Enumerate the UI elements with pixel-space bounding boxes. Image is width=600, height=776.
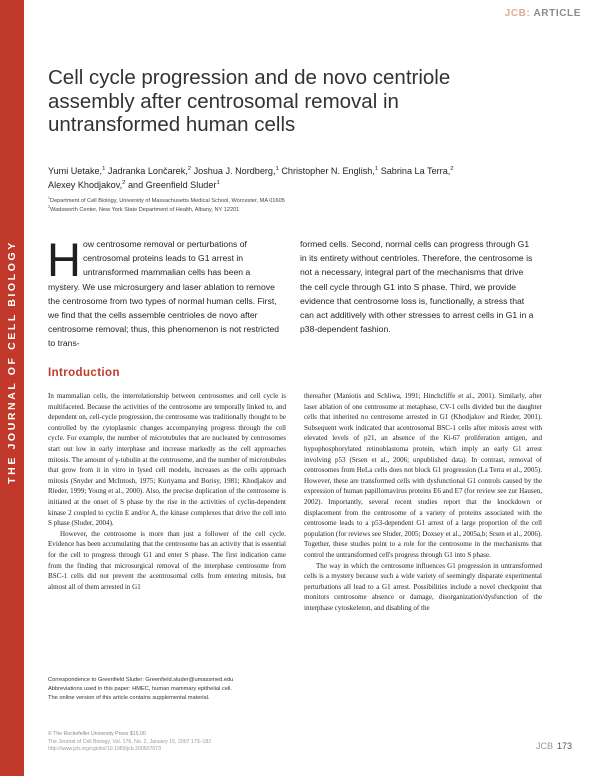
body-column-right <box>304 391 542 613</box>
paragraph: However, the centrosome is more than just a follower of the cell cycle. Evidence has been accumulating that the centrosome has an activity that is essential for the cell to progress through G1 and enter S phase. The first indication came from the finding that microsurgical removal of the interphase centrosome from BSC-1 cells did not prevent the acentrosomal cells from entering mitosis, but almost all of them arrested in G1 <box>48 529 286 591</box>
affiliations <box>48 197 568 215</box>
abstract-column-2: formed cells. Second, normal cells can progress through G1 in its entirety without centrioles. Therefore, the centrosome is not a necessary, integral part of the mechanisms that drive the cell cycle through G1 into S phase. Third, we provide evidence that centrosome loss is, functionally, a stress that can act additively with other stresses to arrest cells in G1 in a p38-dependent fashion. <box>300 239 534 335</box>
author: and Greenfield Sluder$^1$ <box>127 179 220 190</box>
journal-sidebar <box>0 0 24 776</box>
section-heading-introduction: Introduction <box>48 367 120 379</box>
abstract-column-1 <box>47 233 282 351</box>
paragraph: The way in which the centrosome influences G1 progression in untransformed cells is a mystery because such a wide variety of seemingly disparate experimental perturbations all lead to a G1 arrest. Possibilities include a novel checkpoint that monitors centrosome absence or damage, disorganization/dysfunction of the interphase cytoskeleton, and disabling of the <box>304 561 542 612</box>
affiliation: $^2$Wadsworth Center, New York State Department of Health, Albany, NY 12201 <box>48 205 240 213</box>
page-number <box>536 741 572 751</box>
footnotes <box>48 676 284 702</box>
header-journal-abbr: JCB: <box>504 8 531 19</box>
header-section-label: ARTICLE <box>533 8 581 19</box>
page-header <box>505 8 581 19</box>
author-list <box>48 165 568 192</box>
doi-link[interactable]: http://www.jcb.org/cgi/doi/10.1083/jcb.200607073 <box>48 746 162 753</box>
abstract-dropcap: H <box>47 233 81 286</box>
page-journal: JCB <box>535 741 553 751</box>
author: Christopher N. English,$^1$ <box>281 165 379 176</box>
article-title: Cell cycle progression and de novo centriole assembly after centrosomal removal in untransformed human cells <box>48 66 451 136</box>
paragraph: thereafter (Maniotis and Schliwa, 1991; Hinchcliffe et al., 2001). Similarly, after laser ablation of one centrosome at metaphase, CV-1 cells divided but the daughter cells that inherited no centrosome arrested in G1 (Khodjakov and Rieder, 2001). Subsequent work indicated that acentrosomal BSC-1 cells after mitosis arrest with elevated levels of p21, an absence of the Ki-67 proliferation antigen, and hypophosphorylated retinoblastoma protein, which imply an early G1 arrest involving p53 (Srsen et al., 2006; unpublished data). In contrast, removal of centrosomes from HeLa cells does not block G1 progression (La Terra et al., 2005). However, these are transformed cells with dysfunctional G1 controls caused by the expression of human papillomavirus proteins E6 and E7 (for review see zur Hausen, 2002). Importantly, several recent studies report that the knockdown or displacement from the centrosome of a variety of proteins associated with the centrosome leads to a p53-dependent G1 arrest of a large proportion of the cell population (for reviews see Sluder, 2005; Doxsey et al., 2005a,b; Srsen et al., 2006). Together, these studies point to a role for the centrosome in the mechanisms that control the untransformed cell's progress through G1 into S phase. <box>304 392 542 559</box>
abstract-text-1: ow centrosome removal or perturbations of centrosomal proteins leads to G1 arrest in untransformed mammalian cells has been a mystery. We use microsurgery and laser ablation to remove the centrosome from two types of normal human cells. First, we find that the cells assemble centrioles de novo after centrosome removal; thus, this phenomenon is not restricted to trans- <box>48 239 280 349</box>
copyright: © The Rockefeller University Press $15.00 <box>48 731 146 737</box>
abbreviations-note: Abbreviations used in this paper: HMEC, human mammary epithelial cell. <box>48 685 232 692</box>
paragraph: In mammalian cells, the interrelationship between centrosomes and cell cycle is multifaceted. Because the activities of the centrosome are temporally linked to, and dependent on, cell-cycle progression, the centrosome was traditionally thought to be controlled by the cytoplasmic changes accompanying progress through the cell cycle. For example, the number of microtubules that are nucleated by centrosomes start out low in early interphase and increase markedly as the cell approaches mitosis. The amount of γ-tubulin at the centrosome, and the number of microtubules that grow from it in vitro in lysed cell models, increases as the cells approach mitosis (Snyder and McIntosh, 1975; Kuriyama and Borisy, 1981; Khodjakov and Rieder, 1999; Young et al., 2000). Also, the precise duplication of the centrosome is initiated at the onset of S phase by the rise in the activities of cyclin-dependent kinase 2 coupled to cyclin E and/or A, the kinase complexes that drive the cell into S phase (Sluder, 2004). <box>48 392 286 528</box>
author: Jadranka Lončarek,$^2$ <box>107 165 192 176</box>
body-column-left <box>48 391 286 592</box>
page-number-value: 173 <box>556 741 572 751</box>
author: Sabrina La Terra,$^2$ <box>380 165 454 176</box>
correspondence-note: Correspondence to Greenfield Sluder: Greenfield.sluder@umassmed.edu <box>48 677 234 683</box>
journal-name-vertical: THE JOURNAL OF CELL BIOLOGY <box>6 240 18 484</box>
citation: The Journal of Cell Biology, Vol. 176, No. 2, January 15, 2007 173–182 <box>48 738 212 745</box>
author: Joshua J. Nordberg,$^1$ <box>193 165 279 176</box>
affiliation: $^1$Department of Cell Biology, University of Massachusetts Medical School, Worcester, MA 01605 <box>48 196 285 204</box>
page-footer <box>48 731 288 754</box>
online-note: The online version of this article contains supplemental material. <box>48 694 210 701</box>
author: Alexey Khodjakov,$^2$ <box>48 179 126 190</box>
author: Yumi Uetake,$^1$ <box>48 165 106 176</box>
